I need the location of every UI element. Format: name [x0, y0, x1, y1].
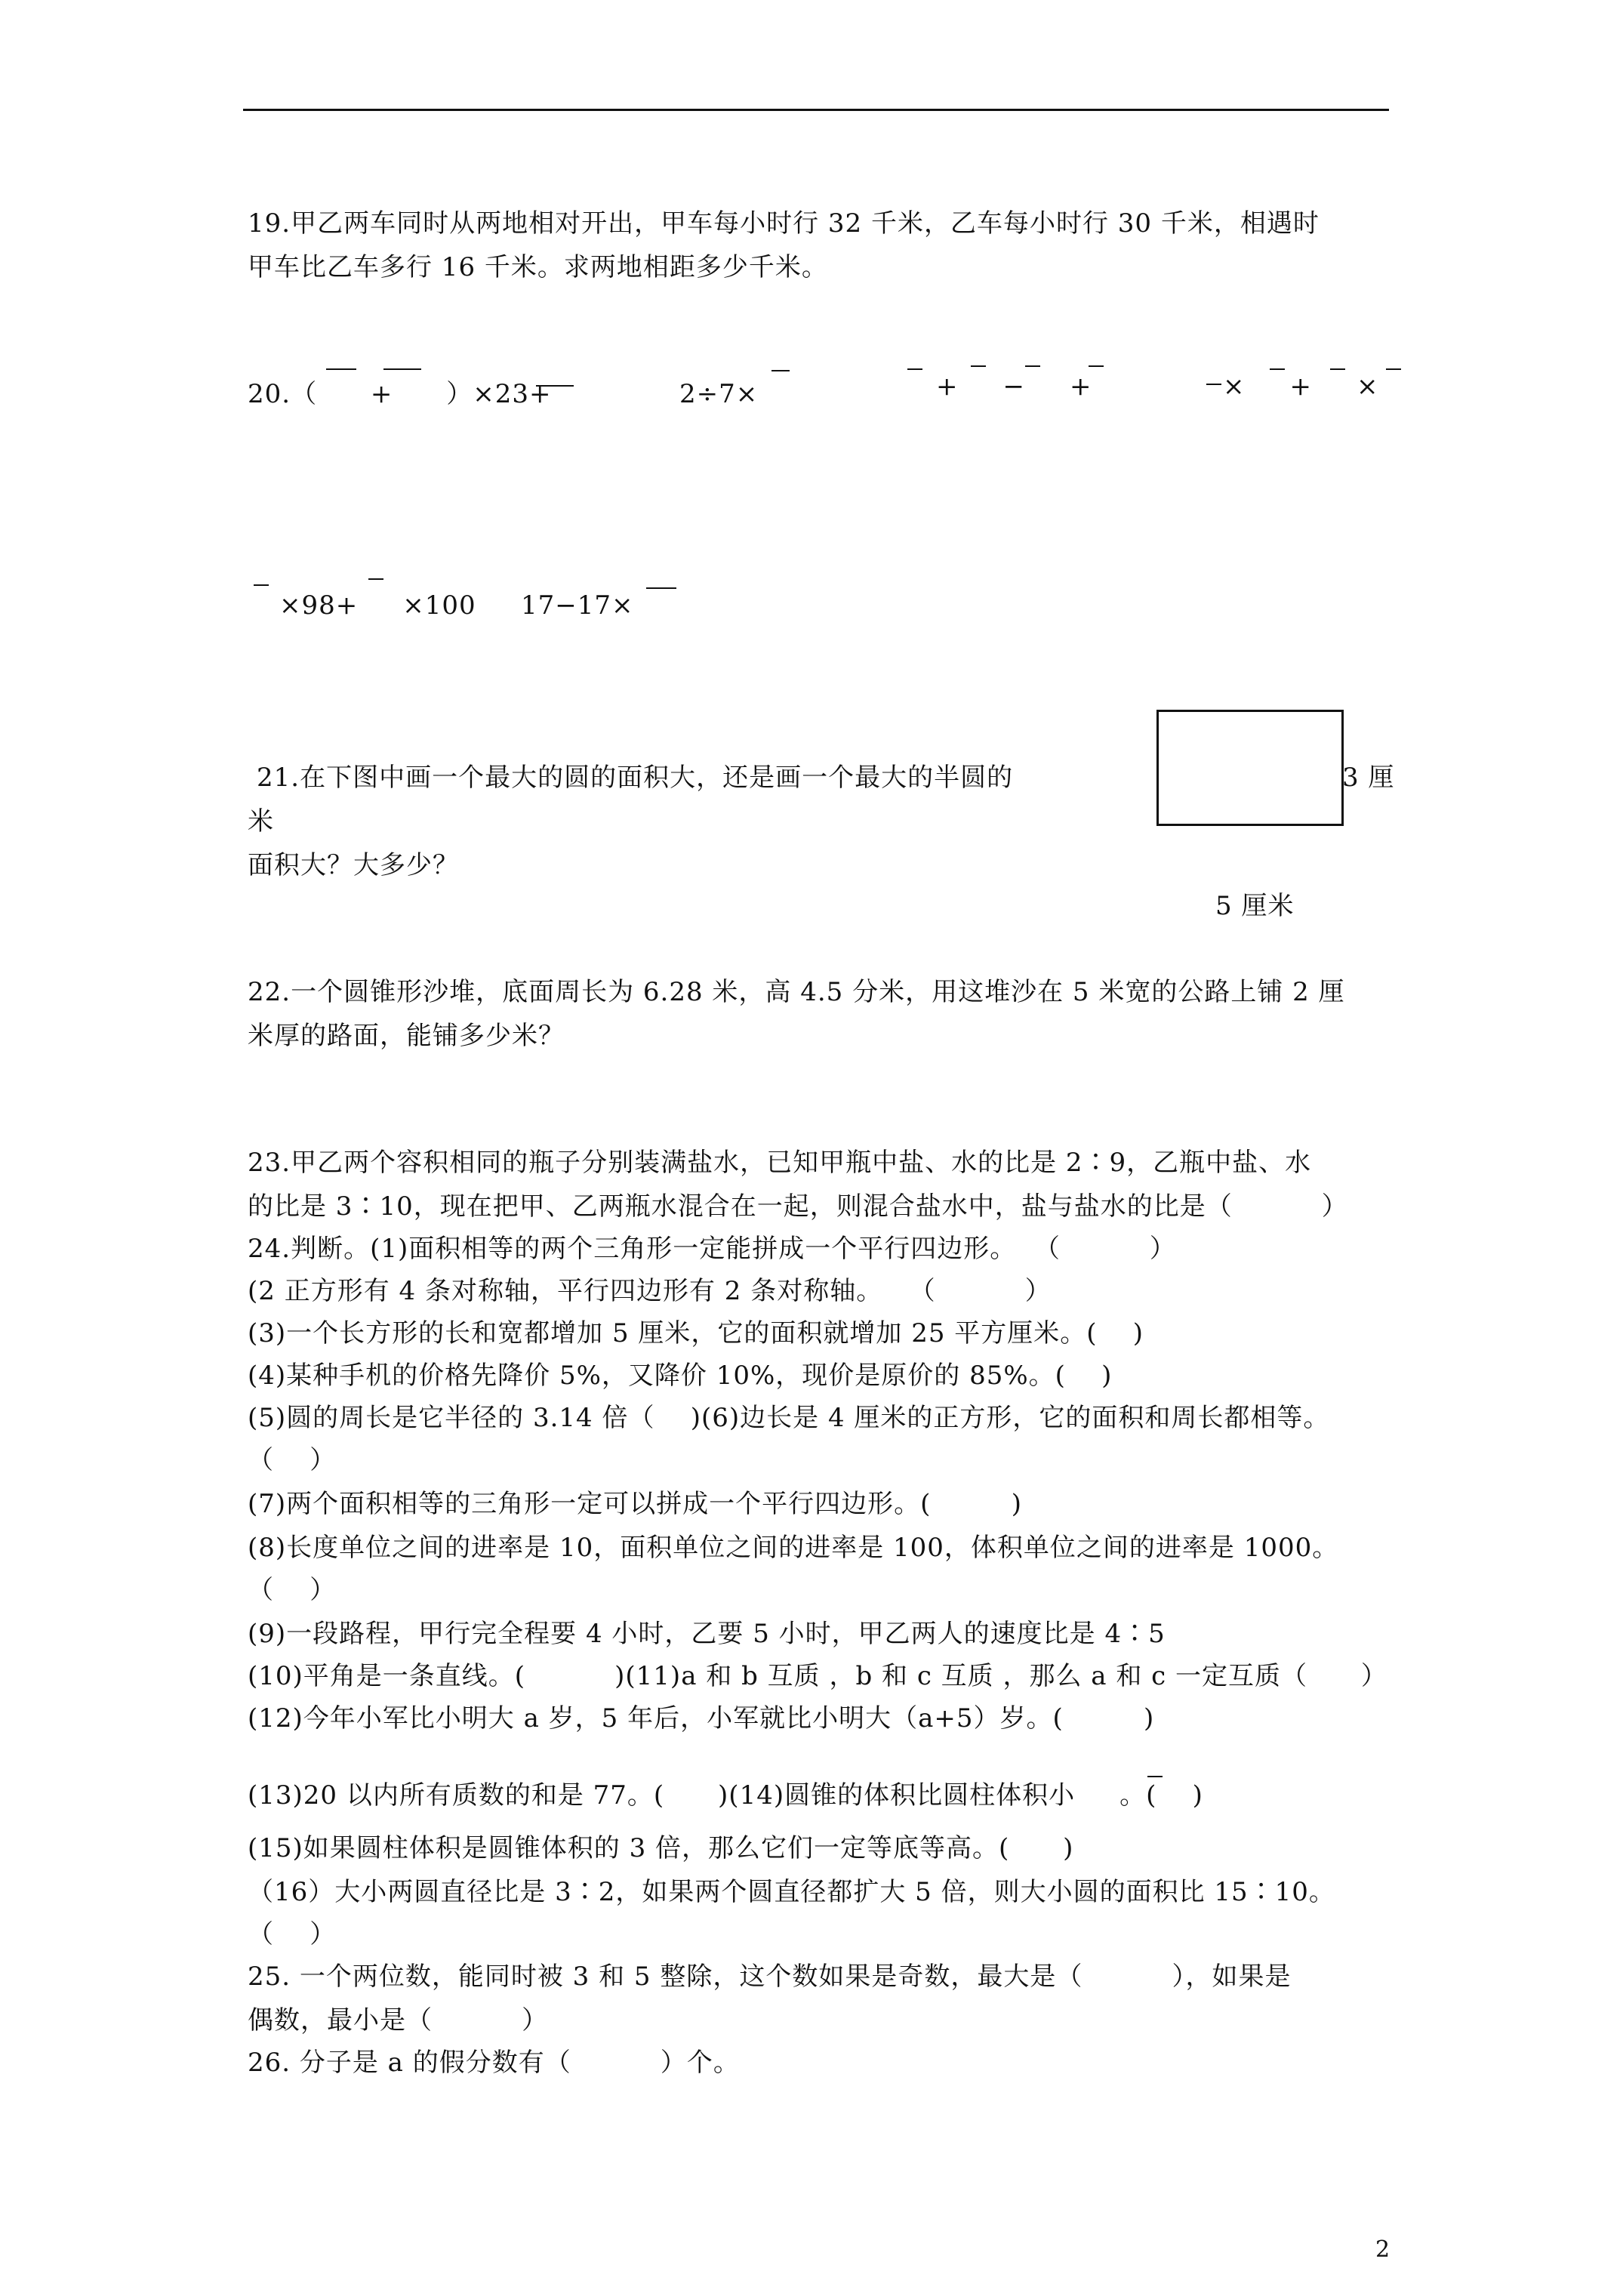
q26-line1: 26. 分子是 a 的假分数有（ ）个。 [248, 2048, 740, 2078]
fraction-bar [1147, 1776, 1163, 1777]
q20-expr5: ×98+ ×100 [279, 590, 476, 621]
page-number: 2 [1375, 2236, 1390, 2263]
q25-line2: 偶数，最小是（ ） [248, 2005, 549, 2036]
q24-line9: （ ） [248, 1575, 337, 1605]
fraction-bar [907, 368, 922, 370]
fraction-bar [326, 368, 356, 370]
q19-line2: 甲车比乙车多行 16 千米。求两地相距多少千米。 [248, 252, 828, 282]
q24-line15: （16）大小两圆直径比是 3∶2，如果两个圆直径都扩大 5 倍，则大小圆的面积比 15∶10。 [248, 1877, 1335, 1907]
q24-line3: (3)一个长方形的长和宽都增加 5 厘米，它的面积就增加 25 平方厘米。( ) [248, 1318, 1144, 1348]
q21-line2: 米 [248, 806, 274, 837]
q24-line14: (15)如果圆柱体积是圆锥体积的 3 倍，那么它们一定等底等高。( ) [248, 1833, 1074, 1863]
q19-line1: 19.甲乙两车同时从两地相对开出，甲车每小时行 32 千米，乙车每小时行 30 千米，相遇时 [248, 208, 1320, 239]
fraction-bar [1089, 365, 1104, 367]
fraction-bar [1025, 365, 1040, 367]
q23-line2: 的比是 3∶10，现在把甲、乙两瓶水混合在一起，则混合盐水中，盐与盐水的比是（ ） [248, 1191, 1348, 1222]
header-rule [243, 109, 1389, 111]
fraction-bar [536, 385, 574, 387]
q24-line12: (12)今年小军比小明大 a 岁，5 年后，小军就比小明大（a+5）岁。( ) [248, 1703, 1155, 1734]
fraction-bar [383, 368, 421, 370]
q24-line16: （ ） [248, 1919, 337, 1949]
fraction-bar [1330, 368, 1345, 370]
q21-width-label: 5 厘米 [1215, 891, 1295, 921]
q24-line2: (2 正方形有 4 条对称轴，平行四边形有 2 条对称轴。 （ ） [248, 1276, 1052, 1306]
q20-expr6: 17−17× [521, 590, 634, 621]
q22-line2: 米厚的路面，能铺多少米？ [248, 1021, 565, 1051]
q21-height-label: 3 厘 [1342, 763, 1395, 793]
fraction-bar [368, 578, 383, 580]
q24-line11: (10)平角是一条直线。( )(11)a 和 b 互质 ，b 和 c 互质 ，那么 a 和 c 一定互质（ ） [248, 1661, 1387, 1691]
fraction-bar [646, 587, 676, 589]
fraction-bar [1270, 368, 1285, 370]
fraction-bar [1206, 384, 1221, 385]
fraction-bar [254, 584, 269, 586]
q24-line1: 24.判断。(1)面积相等的两个三角形一定能拼成一个平行四边形。 （ ） [248, 1234, 1176, 1264]
q22-line1: 22.一个圆锥形沙堆，底面周长为 6.28 米，高 4.5 分米，用这堆沙在 5 米宽的公路上铺 2 厘 [248, 977, 1345, 1007]
rectangle-figure [1156, 710, 1344, 826]
q25-line1: 25. 一个两位数，能同时被 3 和 5 整除，这个数如果是奇数，最大是（ ），如果是 [248, 1962, 1292, 1992]
q24-line4: (4)某种手机的价格先降价 5%，又降价 10%，现价是原价的 85%。( ) [248, 1361, 1113, 1391]
q24-line5: (5)圆的周长是它半径的 3.14 倍（ )(6)边长是 4 厘米的正方形，它的面积和周长都相等。 [248, 1403, 1330, 1433]
q20-expr1: 20.（ + ）×23+ [248, 379, 552, 409]
q23-line1: 23.甲乙两个容积相同的瓶子分别装满盐水，已知甲瓶中盐、水的比是 2∶9，乙瓶中盐、水 [248, 1148, 1312, 1178]
q24-line8: (8)长度单位之间的进率是 10，面积单位之间的进率是 100，体积单位之间的进率是 1000。 [248, 1533, 1339, 1563]
fraction-bar [971, 365, 986, 367]
q24-line13: (13)20 以内所有质数的和是 77。( )(14)圆锥的体积比圆柱体积小 。( ) [248, 1780, 1203, 1811]
q20-expr4: × + × [1223, 371, 1379, 402]
q20-expr2: 2÷7× [679, 379, 759, 409]
q21-line1: 21.在下图中画一个最大的圆的面积大，还是画一个最大的半圆的 [257, 763, 1014, 793]
q20-expr3: + − + [936, 371, 1092, 402]
q24-line10: (9)一段路程，甲行完全程要 4 小时，乙要 5 小时，甲乙两人的速度比是 4∶5 [248, 1619, 1166, 1649]
q21-line3: 面积大？大多少？ [248, 850, 459, 880]
fraction-bar [1386, 368, 1401, 370]
q24-line7: (7)两个面积相等的三角形一定可以拼成一个平行四边形。( ) [248, 1489, 1022, 1519]
fraction-bar [771, 370, 790, 371]
q24-line6: （ ） [248, 1445, 337, 1475]
